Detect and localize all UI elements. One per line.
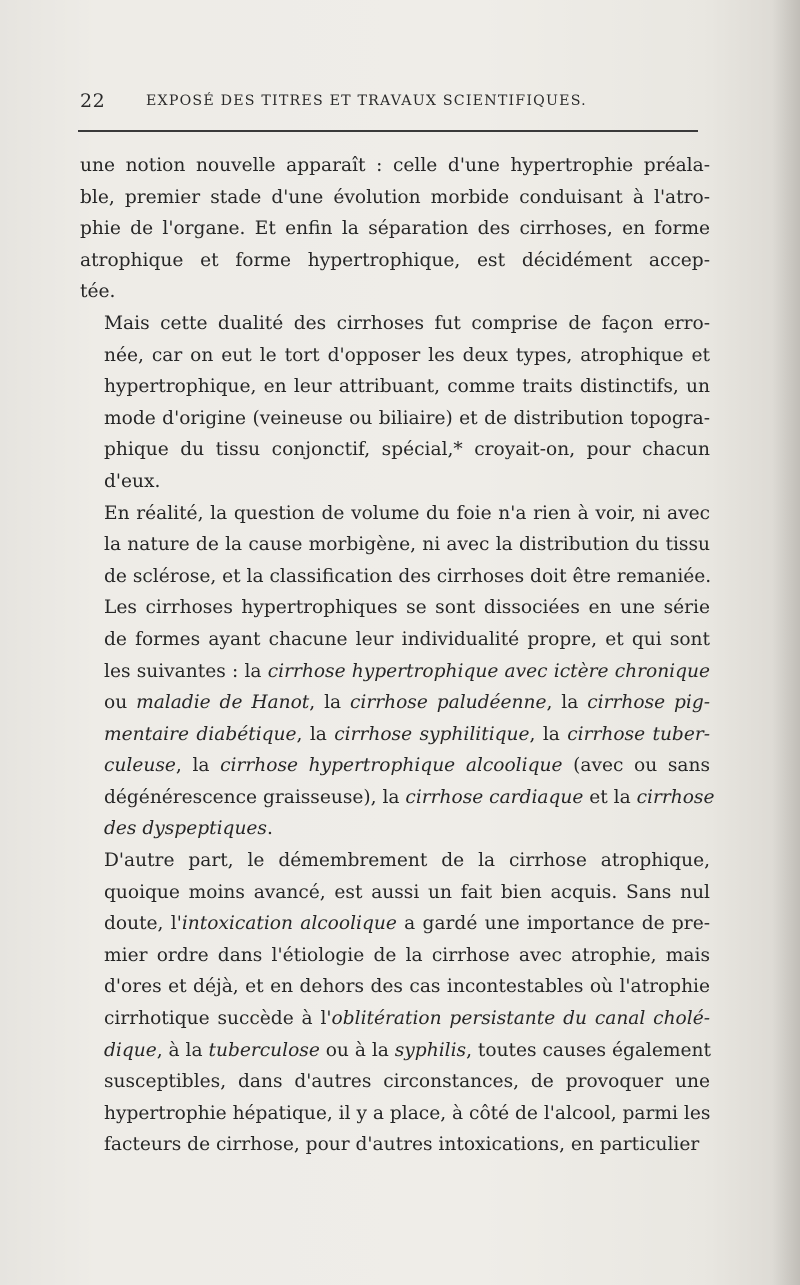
- text-run: tée.: [80, 281, 116, 303]
- text-run: la nature de la cause morbigène, ni avec la distribution du tissu: [104, 534, 710, 556]
- text-run: facteurs de cirrhose, pour d'autres intoxications, en particulier: [104, 1134, 700, 1156]
- text-run: mier ordre dans l'étiologie de la cirrhose avec atrophie, mais: [104, 944, 710, 966]
- text-line: [80, 308, 710, 340]
- text-run: d'eux.: [104, 470, 161, 492]
- italic-text: cirrhose pig-: [587, 692, 711, 714]
- text-line: [80, 561, 710, 593]
- text-run: atrophique et forme hypertrophique, est décidément accep-: [80, 249, 710, 271]
- paragraph: [80, 845, 710, 1161]
- text-line: [80, 340, 710, 372]
- text-run: et la: [583, 786, 637, 808]
- italic-text: culeuse: [104, 755, 176, 777]
- text-line: [80, 845, 710, 877]
- text-line: [80, 592, 710, 624]
- text-run: , la: [546, 692, 588, 714]
- italic-text: tuberculose: [208, 1039, 320, 1061]
- italic-text: cirrhose syphilitique: [334, 723, 530, 745]
- text-line: [80, 498, 710, 530]
- italic-text: cirrhose cardiaque: [405, 786, 584, 808]
- text-line: [80, 813, 710, 845]
- italic-text: cirrhose paludéenne: [350, 692, 547, 714]
- text-line: [80, 1098, 710, 1130]
- text-line: [80, 276, 710, 308]
- text-run: hypertrophie hépatique, il y a place, à côté de l'alcool, parmi les: [104, 1102, 711, 1124]
- text-line: [80, 656, 710, 688]
- italic-text: des dyspeptiques: [104, 818, 267, 840]
- text-run: cirrhotique succède à l': [104, 1008, 332, 1030]
- text-run: mode d'origine (veineuse ou biliaire) et de distribution topogra-: [104, 407, 710, 429]
- text-run: susceptibles, dans d'autres circonstances, de provoquer une: [104, 1071, 710, 1093]
- running-head: EXPOSÉ DES TITRES ET TRAVAUX SCIENTIFIQUES.: [146, 93, 587, 109]
- text-line: [80, 782, 715, 814]
- text-line: [80, 403, 710, 435]
- italic-text: cirrhose hypertrophique alcoolique: [220, 755, 563, 777]
- text-line: [80, 213, 710, 245]
- text-line: [80, 940, 710, 972]
- text-run: , la: [296, 723, 335, 745]
- italic-text: maladie de Hanot: [136, 692, 310, 714]
- body-text: [80, 150, 715, 1161]
- page-header: [80, 88, 700, 118]
- text-run: née, car on eut le tort d'opposer les deux types, atrophique et: [104, 344, 710, 366]
- text-run: phique du tissu conjonctif, spécial,* croyait-on, pour chacun: [104, 439, 710, 461]
- paragraph: [80, 592, 715, 845]
- italic-text: dique: [104, 1039, 157, 1061]
- text-run: , la: [175, 755, 221, 777]
- text-line: [80, 750, 710, 782]
- text-run: Mais cette dualité des cirrhoses fut comprise de façon erro-: [104, 312, 710, 334]
- italic-text: cirrhose: [636, 786, 715, 808]
- text-run: dégénérescence graisseuse), la: [104, 786, 406, 808]
- text-run: ble, premier stade d'une évolution morbide conduisant à l'atro-: [80, 186, 710, 208]
- text-line: [80, 371, 710, 403]
- text-run: D'autre part, le démembrement de la cirrhose atrophique,: [104, 850, 710, 872]
- text-line: [80, 150, 710, 182]
- text-run: En réalité, la question de volume du foie n'a rien à voir, ni avec: [104, 502, 710, 524]
- text-line: [80, 466, 710, 498]
- text-run: ou à la: [319, 1039, 395, 1061]
- text-run: de sclérose, et la classification des cirrhoses doit être remaniée.: [104, 565, 712, 587]
- text-run: une notion nouvelle apparaît : celle d'une hypertrophie préala-: [80, 155, 710, 176]
- paragraph: [80, 150, 710, 308]
- text-line: [80, 1035, 710, 1067]
- text-run: d'ores et déjà, et en dehors des cas incontestables où l'atrophie: [104, 976, 710, 998]
- text-run: Les cirrhoses hypertrophiques se sont dissociées en une série: [104, 597, 710, 619]
- text-line: [80, 1003, 710, 1035]
- text-run: ou: [104, 692, 137, 714]
- page-edge-shadow: [772, 0, 800, 1285]
- italic-text: mentaire diabétique: [104, 723, 297, 745]
- text-line: [80, 529, 710, 561]
- text-run: a gardé une importance de pre-: [396, 913, 710, 935]
- text-line: [80, 182, 710, 214]
- text-line: [80, 971, 710, 1003]
- text-run: de formes ayant chacune leur individualité propre, et qui sont: [104, 628, 710, 650]
- text-line: [80, 245, 710, 277]
- text-run: phie de l'organe. Et enfin la séparation des cirrhoses, en forme: [80, 218, 710, 240]
- text-line: [80, 719, 710, 751]
- text-run: les suivantes : la: [104, 660, 268, 682]
- text-line: [80, 1066, 710, 1098]
- header-rule: [78, 130, 698, 132]
- text-line: [80, 877, 710, 909]
- text-line: [80, 908, 710, 940]
- text-run: doute, l': [104, 913, 182, 935]
- text-run: quoique moins avancé, est aussi un fait bien acquis. Sans nul: [104, 881, 710, 903]
- text-run: .: [266, 818, 273, 840]
- italic-text: cirrhose hypertrophique avec ictère chronique: [267, 660, 710, 682]
- italic-text: intoxication alcoolique: [181, 913, 397, 935]
- text-run: , à la: [156, 1039, 209, 1061]
- text-line: [80, 1129, 710, 1161]
- italic-text: syphilis: [394, 1039, 467, 1061]
- text-line: [80, 434, 710, 466]
- paragraph: [80, 308, 710, 498]
- text-line: [80, 624, 710, 656]
- text-line: [80, 687, 710, 719]
- italic-text: oblitération persistante du canal cholé-: [331, 1008, 710, 1030]
- text-run: , la: [529, 723, 568, 745]
- paragraph: [80, 498, 710, 593]
- text-run: , toutes causes également: [466, 1039, 711, 1061]
- page-number: 22: [80, 90, 106, 112]
- text-run: hypertrophique, en leur attribuant, comme traits distinctifs, un: [104, 376, 710, 398]
- text-run: (avec ou sans: [562, 755, 710, 777]
- italic-text: cirrhose tuber-: [567, 723, 710, 745]
- text-run: , la: [309, 692, 350, 714]
